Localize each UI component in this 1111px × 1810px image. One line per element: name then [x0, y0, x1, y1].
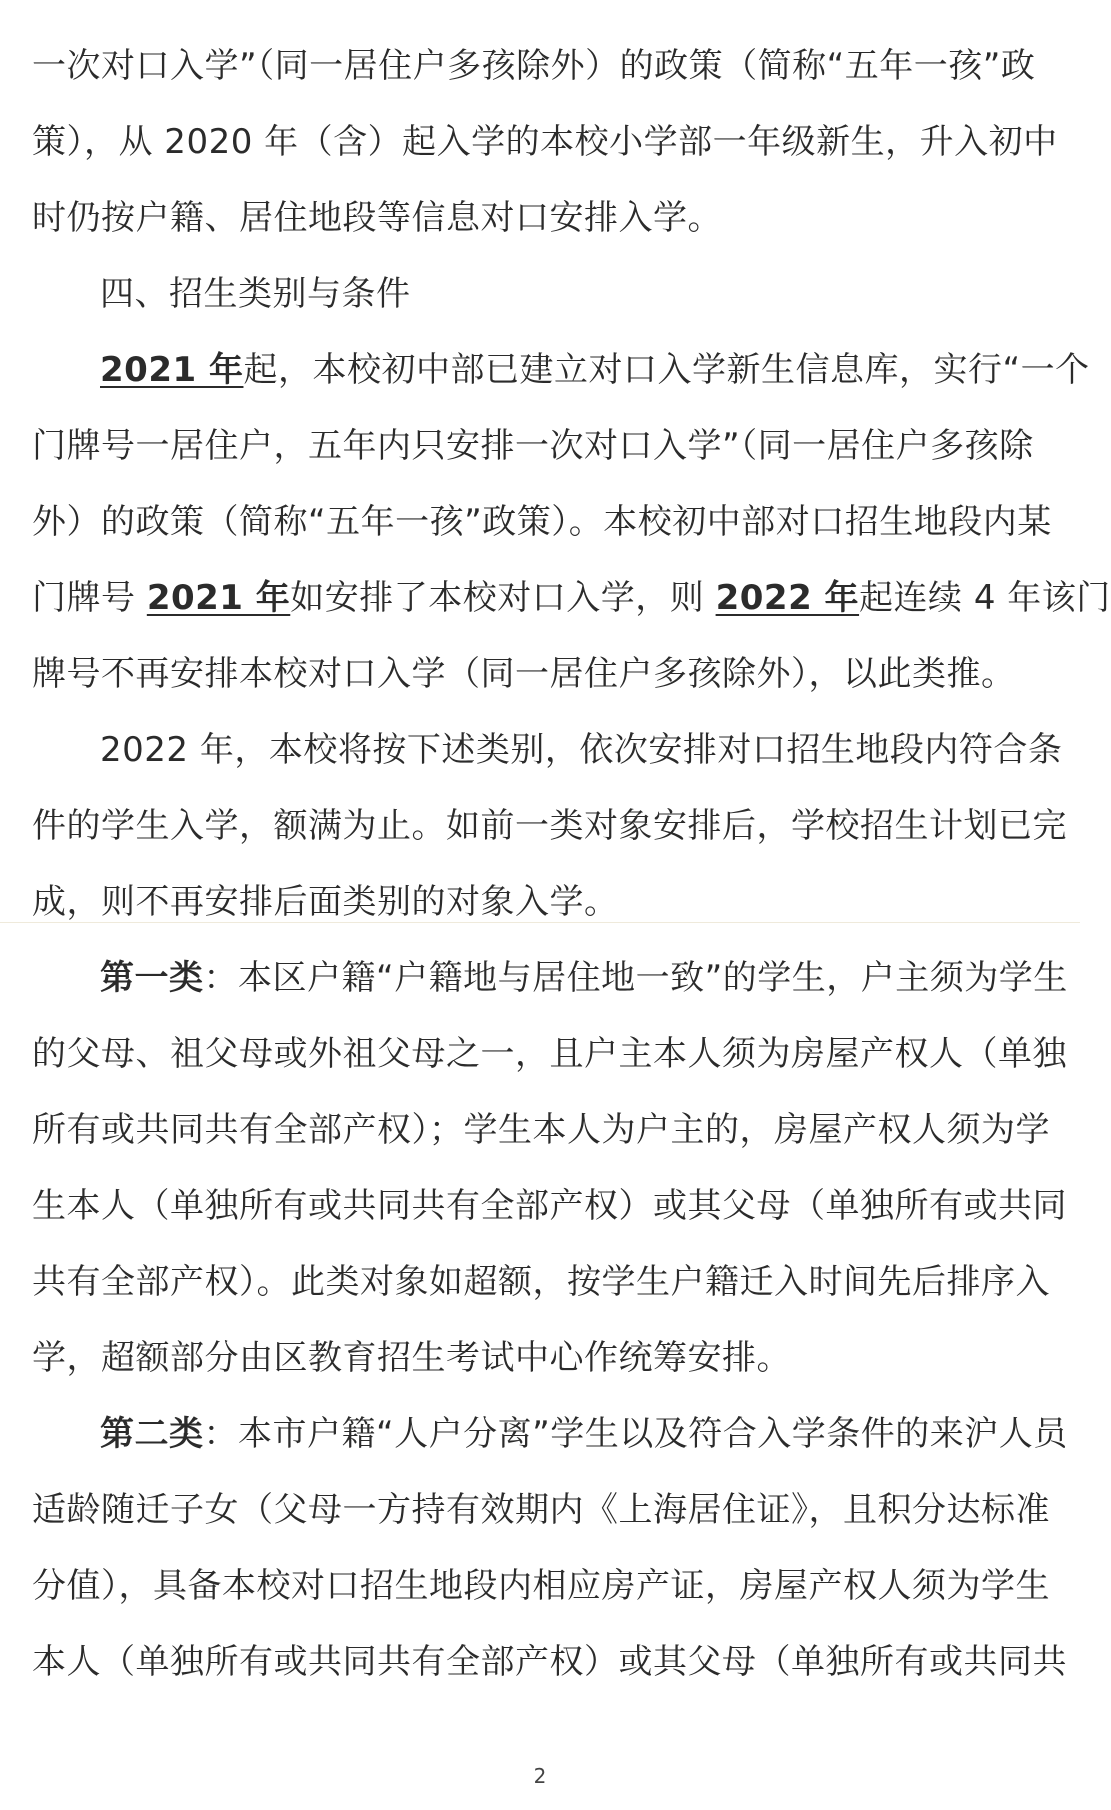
text-segment: 如安排了本校对口入学，则 — [290, 578, 716, 618]
category-label: 第二类 — [100, 1414, 204, 1454]
text-line: 件的学生入学，额满为止。如前一类对象安排后，学校招生计划已完 — [32, 806, 1067, 846]
text-line: 分值），具备本校对口招生地段内相应房产证，房屋产权人须为学生 — [32, 1566, 1050, 1606]
text-line: 学，超额部分由区教育招生考试中心作统筹安排。 — [32, 1338, 791, 1378]
text-line: 本人（单独所有或共同共有全部产权）或其父母（单独所有或共同共 — [32, 1642, 1067, 1682]
text-line — [32, 332, 1090, 408]
text-segment: 起，本校初中部已建立对口入学新生信息库，实行“一个 — [243, 350, 1090, 390]
text-segment: 门牌号 — [32, 578, 147, 618]
text-line: 的父母、祖父母或外祖父母之一，且户主本人须为房屋产权人（单独 — [32, 1034, 1067, 1074]
text-segment: ：本市户籍“人户分离”学生以及符合入学条件的来沪人员 — [203, 1414, 1068, 1454]
text-line: 时仍按户籍、居住地段等信息对口安排入学。 — [32, 198, 722, 238]
category-label: 第一类 — [100, 958, 204, 998]
text-line: 所有或共同共有全部产权）；学生本人为户主的，房屋产权人须为学 — [32, 1110, 1050, 1150]
page-number: 2 — [533, 1764, 547, 1788]
text-line — [32, 560, 1111, 636]
text-line: 策），从 2020 年（含）起入学的本校小学部一年级新生，升入初中 — [32, 122, 1058, 162]
text-line: 2022 年，本校将按下述类别，依次安排对口招生地段内符合条 — [100, 730, 1063, 770]
underlined-year: 2022 年 — [715, 578, 860, 618]
text-segment: ：本区户籍“户籍地与居住地一致”的学生，户主须为学生 — [203, 958, 1068, 998]
section-heading: 四、招生类别与条件 — [100, 274, 411, 314]
text-line: 门牌号一居住户，五年内只安排一次对口入学”（同一居住户多孩除 — [32, 426, 1034, 466]
underlined-year: 2021 年 — [146, 578, 291, 618]
text-line: 一次对口入学”（同一居住户多孩除外）的政策（简称“五年一孩”政 — [32, 46, 1036, 86]
text-segment: 起连续 4 年该门 — [859, 578, 1111, 618]
text-line: 适龄随迁子女（父母一方持有效期内《上海居住证》，且积分达标准 — [32, 1490, 1050, 1530]
text-line — [32, 1396, 1068, 1472]
underlined-year: 2021 年 — [100, 350, 244, 390]
text-line: 成，则不再安排后面类别的对象入学。 — [32, 882, 619, 922]
text-line: 外）的政策（简称“五年一孩”政策）。本校初中部对口招生地段内某 — [32, 502, 1052, 542]
text-line: 共有全部产权）。此类对象如超额，按学生户籍迁入时间先后排序入 — [32, 1262, 1050, 1302]
text-line — [32, 940, 1068, 1016]
document-body — [32, 28, 1111, 1700]
text-line: 牌号不再安排本校对口入学（同一居住户多孩除外），以此类推。 — [32, 654, 1016, 694]
text-line: 生本人（单独所有或共同共有全部产权）或其父母（单独所有或共同 — [32, 1186, 1067, 1226]
